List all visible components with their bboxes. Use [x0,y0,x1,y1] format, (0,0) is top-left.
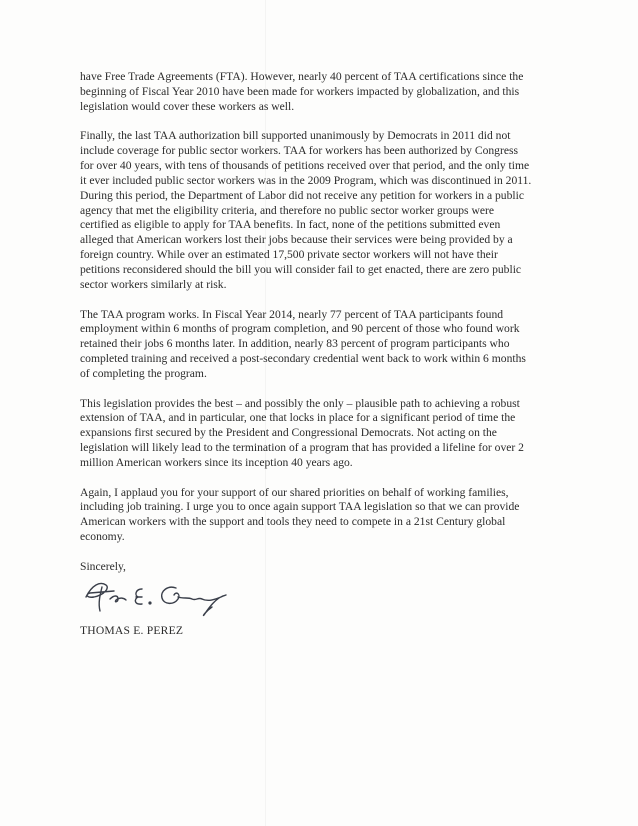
paragraph-closing-appeal: Again, I applaud you for your support of our shared priorities on behalf of working families, including job training. I urge you to once again support TAA legislation so that we can provide American workers with the support and tools they need to compete in a 21st Century global economy. [80,485,520,544]
paragraph-fta-coverage: have Free Trade Agreements (FTA). However, nearly 40 percent of TAA certifications since the beginning of Fiscal Year 2010 have been made for workers impacted by globalization, and this legislation would cover these workers as well. [80,70,524,113]
paragraph-public-sector: Finally, the last TAA authorization bill supported unanimously by Democrats in 2011 did not include coverage for public sector workers. TAA for workers has been authorized by Congress for over 40 years, with tens of thousands of petitions received over that period, and the only time it ever included public sector workers was in the 2009 Program, which was discontinued in 2011. During this period, the Department of Labor did not receive any petition for workers in a public agency that met the eligibility criteria, and therefore no public sector worker groups were certified as eligible to apply for TAA benefits. In fact, none of the petitions submitted even alleged that American workers lost their jobs because their services were being provided by a foreign country. While over an estimated 17,500 private sector workers will not have their petitions reconsidered should the bill you will consider fail to get enacted, there are zero public sector workers similarly at risk. [80,129,532,291]
letter-body [80,70,572,575]
handwritten-signature [80,573,235,619]
closing-salutation: Sincerely, [80,559,126,573]
paragraph-program-works: The TAA program works. In Fiscal Year 2014, nearly 77 percent of TAA participants found employment within 6 months of program completion, and 90 percent of those who found work retained their jobs 6 months later. In addition, nearly 83 percent of program participants who completed training and received a post-secondary credential went back to work within 6 months of completing the program. [80,307,526,380]
signer-name: THOMAS E. PEREZ [80,624,184,637]
paragraph-legislation-path: This legislation provides the best – and possibly the only – plausible path to achieving a robust extension of TAA, and in particular, one that locks in place for a significant period of time the expansions first secured by the President and Congressional Democrats. Not acting on the legislation will likely lead to the termination of a program that has provided a lifeline for over 2 million American workers since its inception 40 years ago. [80,396,524,469]
